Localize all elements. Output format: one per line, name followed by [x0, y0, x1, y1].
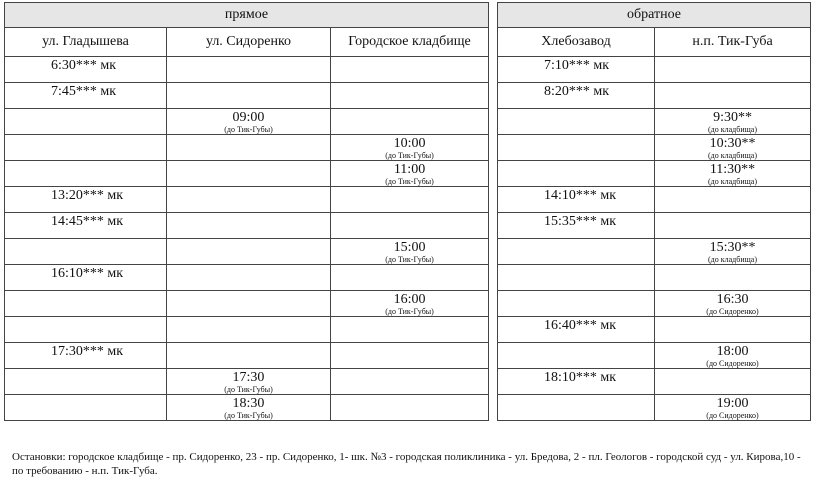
schedule-cell [498, 57, 655, 83]
departure-time [167, 57, 330, 58]
table-row [498, 161, 811, 187]
table-row [498, 265, 811, 291]
schedule-cell [5, 161, 167, 187]
schedule-cell [331, 135, 489, 161]
departure-time [498, 265, 654, 266]
schedule-cell [498, 109, 655, 135]
table-row [498, 369, 811, 395]
table-row [5, 135, 489, 161]
departure-time [498, 239, 654, 240]
departure-time [5, 109, 166, 110]
schedule-cell [655, 161, 811, 187]
destination-note: (до Тик-Губы) [385, 255, 434, 264]
departure-time [498, 395, 654, 396]
schedule-cell [498, 187, 655, 213]
departure-time [331, 343, 488, 344]
departure-time: 18:00 [716, 344, 749, 359]
schedule-cell [167, 161, 331, 187]
schedule-cell [331, 57, 489, 83]
schedule-cell [167, 265, 331, 291]
destination-note: (до Сидоренко) [706, 307, 759, 316]
col-sidorenko: ул. Сидоренко [167, 28, 331, 57]
table-row [5, 343, 489, 369]
schedule-cell [655, 317, 811, 343]
table-row [498, 213, 811, 239]
departure-time: 11:00 [393, 162, 426, 177]
table-row [498, 109, 811, 135]
table-row [498, 83, 811, 109]
schedule-cell [5, 187, 167, 213]
departure-time [167, 317, 330, 318]
table-row [5, 395, 489, 421]
schedule-cell [331, 395, 489, 421]
schedule-cell [5, 135, 167, 161]
schedule-cell [167, 239, 331, 265]
schedule-cell [331, 317, 489, 343]
schedule-cell [5, 213, 167, 239]
table-row [5, 57, 489, 83]
table-row [498, 317, 811, 343]
destination-note: (до Тик-Губы) [224, 125, 273, 134]
table-row [5, 369, 489, 395]
schedule-cell [5, 239, 167, 265]
schedule-cell [5, 369, 167, 395]
schedule-cell [167, 213, 331, 239]
destination-note: (до Тик-Губы) [224, 411, 273, 420]
schedule-cell [498, 265, 655, 291]
stops-note: Остановки: городское кладбище - пр. Сидоренко, 23 - пр. Сидоренко, 1- шк. №3 - городская поликлиника - ул. Бредова, 2 - пл. Геологов - городской суд - ул. Кирова,10 - по требованию - н.п. Тик-Губа. [12, 451, 801, 477]
table-row [498, 395, 811, 421]
departure-time [655, 213, 810, 214]
departure-time [498, 109, 654, 110]
schedule-cell [331, 109, 489, 135]
departure-time: 14:10*** мк [544, 188, 617, 203]
departure-time [498, 135, 654, 136]
departure-time: 13:20*** мк [51, 188, 124, 203]
schedule-cell [5, 395, 167, 421]
departure-time [331, 395, 488, 396]
table-row [498, 343, 811, 369]
schedule-cell [655, 83, 811, 109]
table-row [5, 291, 489, 317]
departure-time: 14:45*** мк [51, 214, 124, 229]
departure-time [167, 83, 330, 84]
departure-time [498, 161, 654, 162]
schedule-cell [331, 291, 489, 317]
destination-note: (до Тик-Губы) [224, 385, 273, 394]
departure-time: 7:45*** мк [51, 84, 117, 99]
direct-title: прямое [5, 3, 489, 28]
col-khlebozavod: Хлебозавод [498, 28, 655, 57]
destination-note: (до Сидоренко) [706, 411, 759, 420]
schedule-cell [167, 343, 331, 369]
departure-time: 9:30** [713, 110, 752, 125]
schedule-cell [331, 213, 489, 239]
schedule-cell [655, 109, 811, 135]
schedule-cell [655, 187, 811, 213]
schedule-cell [5, 265, 167, 291]
schedule-cell [498, 239, 655, 265]
departure-time [167, 239, 330, 240]
departure-time: 7:10*** мк [544, 58, 610, 73]
schedule-cell [655, 395, 811, 421]
schedule-cell [498, 369, 655, 395]
destination-note: (до кладбища) [708, 255, 757, 264]
departure-time [167, 291, 330, 292]
schedule-cell [655, 343, 811, 369]
table-row [5, 213, 489, 239]
schedule-cell [167, 57, 331, 83]
departure-time: 8:20*** мк [544, 84, 610, 99]
table-row [5, 83, 489, 109]
departure-time: 10:30** [709, 136, 756, 151]
departure-time: 18:30 [232, 396, 265, 411]
schedule-cell [655, 57, 811, 83]
direct-schedule-table [4, 2, 489, 421]
schedule-cell [498, 213, 655, 239]
departure-time: 16:30 [716, 292, 749, 307]
schedule-cell [498, 83, 655, 109]
table-row [5, 239, 489, 265]
departure-time: 17:30 [232, 370, 265, 385]
schedule-cell [498, 343, 655, 369]
schedule-cell [167, 109, 331, 135]
schedule-cell [331, 83, 489, 109]
departure-time [167, 265, 330, 266]
schedule-cell [655, 369, 811, 395]
schedule-cell [655, 239, 811, 265]
schedule-cell [331, 161, 489, 187]
departure-time [655, 369, 810, 370]
departure-time: 15:35*** мк [544, 214, 617, 229]
schedule-cell [167, 135, 331, 161]
schedule-cell [331, 369, 489, 395]
col-cemetery: Городское кладбище [331, 28, 489, 57]
reverse-title: обратное [498, 3, 811, 28]
table-row [5, 187, 489, 213]
schedule-cell [498, 161, 655, 187]
departure-time [331, 265, 488, 266]
table-row [5, 317, 489, 343]
departure-time [331, 109, 488, 110]
destination-note: (до Тик-Губы) [385, 177, 434, 186]
schedule-cell [167, 395, 331, 421]
table-row [5, 265, 489, 291]
departure-time [655, 265, 810, 266]
schedule-cell [331, 239, 489, 265]
departure-time [331, 57, 488, 58]
schedule-cell [655, 213, 811, 239]
departure-time [331, 369, 488, 370]
schedule-cell [167, 83, 331, 109]
departure-time: 17:30*** мк [51, 344, 124, 359]
departure-time: 16:40*** мк [544, 318, 617, 333]
departure-time [167, 213, 330, 214]
schedule-cell [167, 187, 331, 213]
schedule-cell [167, 291, 331, 317]
col-gladysheva: ул. Гладышева [5, 28, 167, 57]
departure-time [167, 343, 330, 344]
schedule-cell [331, 265, 489, 291]
schedule-cell [5, 317, 167, 343]
departure-time: 19:00 [716, 396, 749, 411]
departure-time [5, 395, 166, 396]
table-row [498, 135, 811, 161]
departure-time [5, 317, 166, 318]
schedule-cell [167, 317, 331, 343]
departure-time [655, 57, 810, 58]
schedule-cell [5, 343, 167, 369]
schedule-cell [498, 291, 655, 317]
departure-time: 18:10*** мк [544, 370, 617, 385]
departure-time [331, 317, 488, 318]
table-row [498, 291, 811, 317]
departure-time: 11:30** [709, 162, 756, 177]
schedule-cell [331, 343, 489, 369]
departure-time [655, 187, 810, 188]
departure-time [5, 135, 166, 136]
schedule-cell [331, 187, 489, 213]
reverse-schedule-table [497, 2, 811, 421]
departure-time [331, 187, 488, 188]
schedule-cell [498, 135, 655, 161]
departure-time [167, 161, 330, 162]
table-row [498, 187, 811, 213]
destination-note: (до кладбища) [708, 125, 757, 134]
destination-note: (до кладбища) [708, 177, 757, 186]
departure-time: 16:00 [393, 292, 426, 307]
schedule-cell [498, 317, 655, 343]
schedule-cell [655, 291, 811, 317]
col-tik-guba: н.п. Тик-Губа [655, 28, 811, 57]
destination-note: (до Тик-Губы) [385, 307, 434, 316]
schedule-cell [5, 57, 167, 83]
departure-time [5, 239, 166, 240]
departure-time: 09:00 [232, 110, 265, 125]
departure-time [331, 213, 488, 214]
departure-time: 10:00 [393, 136, 426, 151]
schedule-cell [5, 83, 167, 109]
departure-time [5, 161, 166, 162]
departure-time: 16:10*** мк [51, 266, 124, 281]
departure-time [167, 187, 330, 188]
destination-note: (до Сидоренко) [706, 359, 759, 368]
departure-time [498, 343, 654, 344]
destination-note: (до кладбища) [708, 151, 757, 160]
departure-time [655, 83, 810, 84]
departure-time [655, 317, 810, 318]
table-row [5, 161, 489, 187]
departure-time: 15:00 [393, 240, 426, 255]
table-row [498, 239, 811, 265]
departure-time [498, 291, 654, 292]
schedule-cell [167, 369, 331, 395]
departure-time [167, 135, 330, 136]
departure-time [331, 83, 488, 84]
schedule-cell [498, 395, 655, 421]
schedule-cell [655, 135, 811, 161]
table-row [498, 57, 811, 83]
departure-time [5, 369, 166, 370]
departure-time: 6:30*** мк [51, 58, 117, 73]
departure-time [5, 291, 166, 292]
table-row [5, 109, 489, 135]
destination-note: (до Тик-Губы) [385, 151, 434, 160]
departure-time: 15:30** [709, 240, 756, 255]
schedule-cell [655, 265, 811, 291]
schedule-cell [5, 291, 167, 317]
schedule-cell [5, 109, 167, 135]
